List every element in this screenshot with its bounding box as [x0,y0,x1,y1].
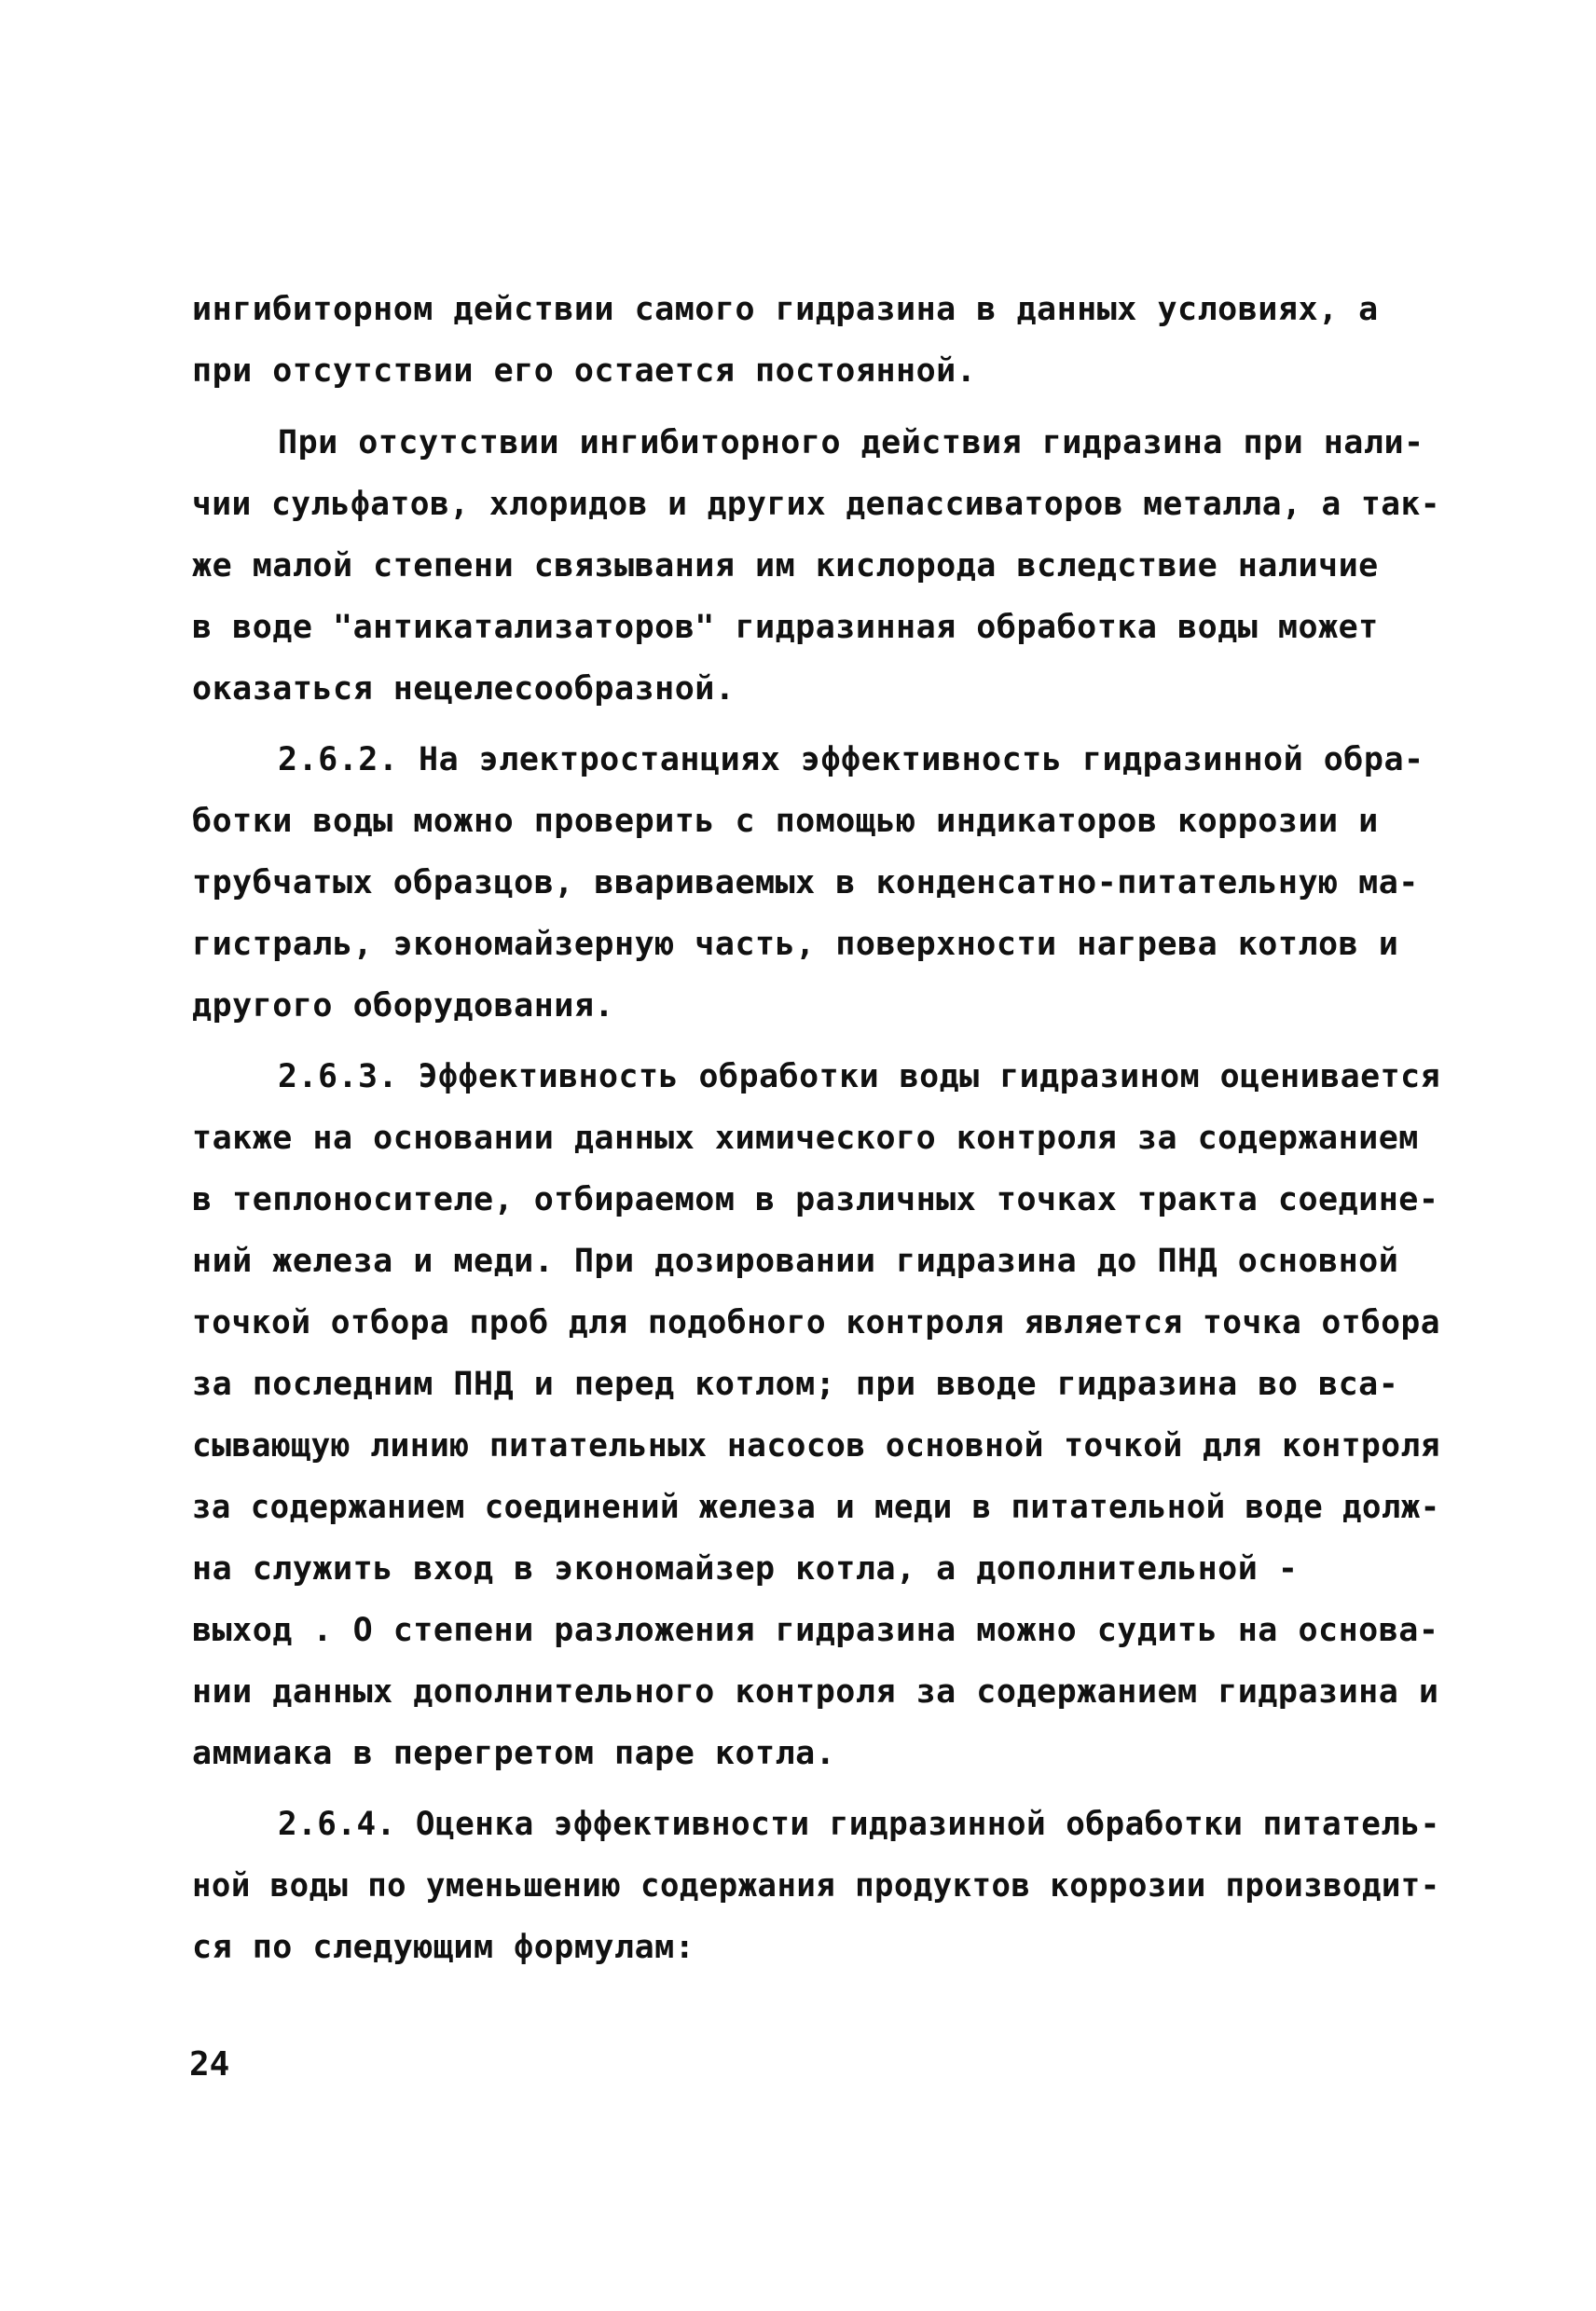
text-line-5: же малой степени связывания им кислорода вследствие наличие [192,547,1379,585]
text-line-4: чии сульфатов, хлоридов и других депассиваторов металла, а так- [192,486,1441,523]
text-line-13: 2.6.3. Эффективность обработки воды гидразином оценивается [278,1058,1441,1095]
text-line-22: выход . О степени разложения гидразина можно судить на основа- [192,1612,1439,1649]
text-line-19: сывающую линию питательных насосов основной точкой для контроля [192,1427,1441,1465]
text-line-1: ингибиторном действии самого гидразина в данных условиях, а [192,291,1379,328]
text-line-10: трубчатых образцов, ввариваемых в конденсатно-питательную ма- [192,864,1419,901]
text-line-6: в воде "антикатализаторов" гидразинная обработка воды может [192,609,1379,646]
page-number: 24 [189,2045,230,2084]
text-line-14: также на основании данных химического контроля за содержанием [192,1120,1419,1157]
text-line-2: при отсутствии его остается постоянной. [192,352,977,390]
text-line-18: за последним ПНД и перед котлом; при вводе гидразина во вса- [192,1366,1399,1403]
text-line-17: точкой отбора проб для подобного контроля является точка отбора [192,1304,1441,1341]
text-line-20: за содержанием соединений железа и меди в питательной воде долж- [192,1489,1440,1526]
text-line-27: ся по следующим формулам: [192,1929,695,1966]
text-line-3: При отсутствии ингибиторного действия гидразина при нали- [278,424,1424,461]
text-line-16: ний железа и меди. При дозировании гидразина до ПНД основной [192,1243,1399,1280]
text-line-23: нии данных дополнительного контроля за содержанием гидразина и [192,1673,1439,1711]
text-line-15: в теплоносителе, отбираемом в различных точках тракта соедине- [192,1181,1439,1218]
text-line-24: аммиака в перегретом паре котла. [192,1735,836,1772]
text-line-8: 2.6.2. На электростанциях эффективность гидразинной обра- [278,741,1424,778]
text-line-7: оказаться нецелесообразной. [192,670,736,708]
text-line-21: на служить вход в экономайзер котла, а дополнительной - [192,1550,1299,1588]
text-line-12: другого оборудования. [192,987,615,1025]
text-line-26: ной воды по уменьшению содержания продуктов коррозии производит- [192,1867,1440,1905]
text-line-9: ботки воды можно проверить с помощью индикаторов коррозии и [192,803,1379,840]
text-line-25: 2.6.4. Оценка эффективности гидразинной обработки питатель- [278,1806,1440,1843]
text-line-11: гистраль, экономайзерную часть, поверхности нагрева котлов и [192,926,1399,963]
